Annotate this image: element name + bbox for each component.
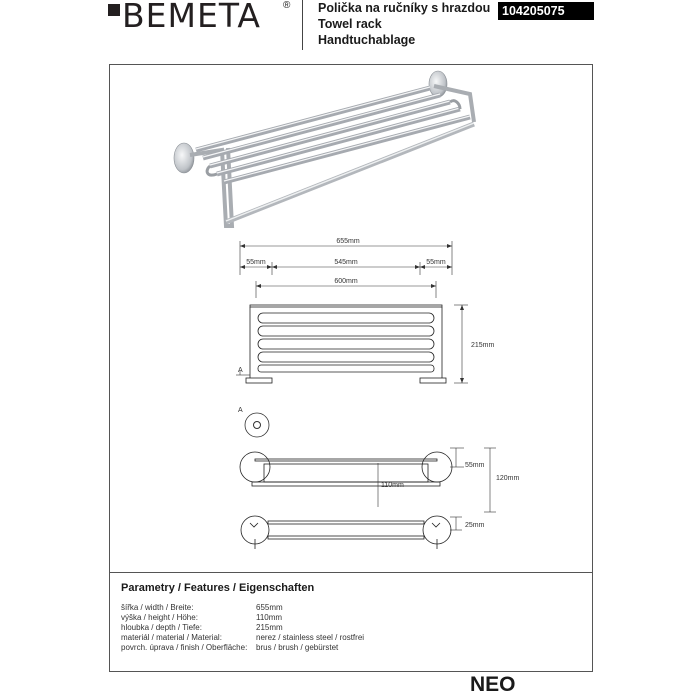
param-label-depth: hloubka / depth / Tiefe: [121, 623, 202, 632]
param-label-height: výška / height / Höhe: [121, 613, 198, 622]
product-title-cs: Polička na ručníky s hrazdou [318, 1, 491, 15]
dim-bar-length: 600mm [334, 278, 358, 285]
param-label-width: šířka / width / Breite: [121, 603, 194, 612]
parameters-title: Parametry / Features / Eigenschaften [121, 582, 315, 594]
registered-mark: ® [283, 0, 291, 11]
detail-a-flange [245, 413, 269, 437]
front-elevation [246, 305, 446, 383]
dim-wall-offset: 55mm [465, 462, 485, 469]
param-label-finish: povrch. úprava / finish / Oberfläche: [121, 643, 248, 652]
detail-label-a: A [238, 367, 243, 374]
dim-height: 215mm [471, 342, 495, 349]
dim-total-width: 655mm [336, 238, 360, 245]
top-view [240, 452, 452, 486]
product-title-de: Handtuchablage [318, 33, 416, 47]
param-value-depth: 215mm [256, 623, 283, 632]
dim-inner-depth: 110mm [381, 482, 404, 489]
param-value-width: 655mm [256, 603, 283, 612]
parameters-separator [109, 572, 593, 573]
model-name: NEO [470, 673, 516, 696]
brand-logo: BEMETA [122, 0, 261, 35]
dim-left-offset: 55mm [246, 259, 266, 266]
dim-right-offset: 55mm [426, 259, 446, 266]
param-value-material: nerez / stainless steel / rostfrei [256, 633, 365, 642]
product-photo [174, 71, 474, 226]
param-label-material: materiál / material / Material: [121, 633, 222, 642]
dim-total-depth: 120mm [496, 475, 520, 482]
bottom-view [241, 516, 451, 549]
detail-label-a-view: A [238, 407, 243, 414]
param-value-finish: brus / brush / gebürstet [256, 643, 339, 652]
product-code: 104205075 [498, 2, 594, 20]
param-value-height: 110mm [256, 613, 283, 622]
product-title-en: Towel rack [318, 17, 382, 31]
dim-middle-span: 545mm [334, 259, 358, 266]
dim-bar-offset: 25mm [465, 522, 485, 529]
